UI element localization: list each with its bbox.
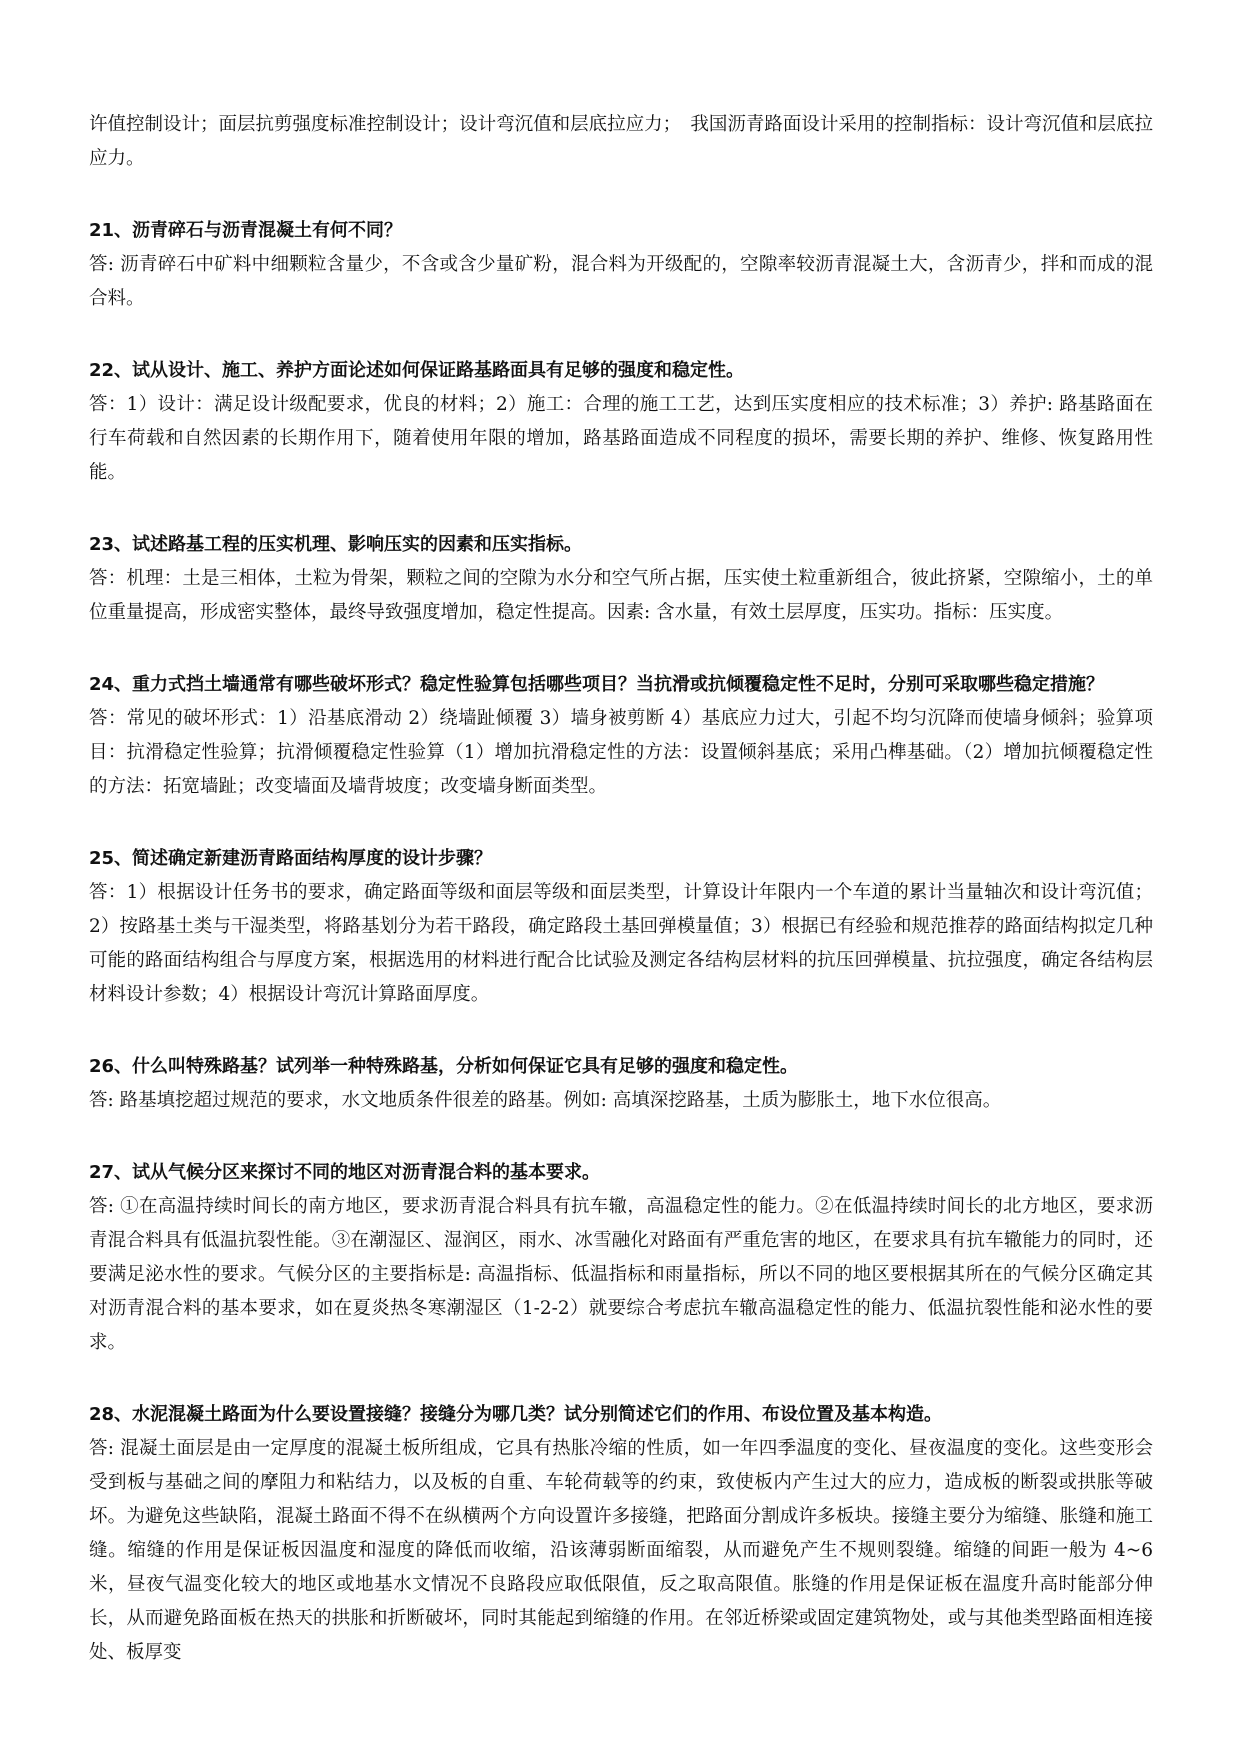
question-22: 22、试从设计、施工、养护方面论述如何保证路基路面具有足够的强度和稳定性。 <box>89 360 745 381</box>
question-27: 27、试从气候分区来探讨不同的地区对沥青混合料的基本要求。 <box>89 1162 601 1183</box>
document-page <box>89 108 1153 1670</box>
question-26: 26、什么叫特殊路基？试列举一种特殊路基，分析如何保证它具有足够的强度和稳定性。 <box>89 1056 799 1077</box>
answer-28: 答: 混凝土面层是由一定厚度的混凝土板所组成，它具有热胀冷缩的性质，如一年四季温度的变化、昼夜温度的变化。这些变形会受到板与基础之间的摩阻力和粘结力，以及板的自重、车轮荷载等的约束，致使板内产生过大的应力，造成板的断裂或拱胀等破坏。为避免这些缺陷，混凝土路面不得不在纵横两个方向设置许多接缝，把路面分割成许多板块。接缝主要分为缩缝、胀缝和施工缝。缩缝的作用是保证板因温度和湿度的降低而收缩，沿该薄弱断面缩裂，从而避免产生不规则裂缝。缩缝的间距一般为 4~6 米，昼夜气温变化较大的地区或地基水文情况不良路段应取低限值，反之取高限值。胀缝的作用是保证板在温度升高时能部分伸长，从而避免路面板在热天的拱胀和折断破坏，同时其能起到缩缝的作用。在邻近桥梁或固定建筑物处，或与其他类型路面相连接处、板厚变 <box>89 1438 1153 1663</box>
answer-27: 答: ①在高温持续时间长的南方地区，要求沥青混合料具有抗车辙，高温稳定性的能力。②在低温持续时间长的北方地区，要求沥青混合料具有低温抗裂性能。③在潮湿区、湿润区，雨水、冰雪融化对路面有严重危害的地区，在要求具有抗车辙能力的同时，还要满足泌水性的要求。气候分区的主要指标是: 高温指标、低温指标和雨量指标，所以不同的地区要根据其所在的气候分区确定其对沥青混合料的基本要求，如在夏炎热冬寒潮湿区（1-2-2）就要综合考虑抗车辙高温稳定性的能力、低温抗裂性能和泌水性的要求。 <box>89 1196 1153 1353</box>
question-23: 23、试述路基工程的压实机理、影响压实的因素和压实指标。 <box>89 534 583 555</box>
qa-block-25 <box>89 842 1153 1012</box>
qa-block-27 <box>89 1156 1153 1360</box>
intro-paragraph: 许值控制设计；面层抗剪强度标准控制设计；设计弯沉值和层底拉应力； 我国沥青路面设计采用的控制指标：设计弯沉值和层底拉应力。 <box>89 114 1153 169</box>
qa-block-28 <box>89 1398 1153 1670</box>
answer-22: 答：1）设计：满足设计级配要求，优良的材料；2）施工：合理的施工工艺，达到压实度相应的技术标准；3）养护: 路基路面在行车荷载和自然因素的长期作用下，随着使用年限的增加，路基路面造成不同程度的损坏，需要长期的养护、维修、恢复路用性能。 <box>89 394 1153 483</box>
qa-block-26 <box>89 1050 1153 1118</box>
qa-block-21 <box>89 214 1153 316</box>
answer-23: 答：机理：土是三相体，土粒为骨架，颗粒之间的空隙为水分和空气所占据，压实使土粒重新组合，彼此挤紧，空隙缩小，土的单位重量提高，形成密实整体，最终导致强度增加，稳定性提高。因素: 含水量，有效土层厚度，压实功。指标：压实度。 <box>89 568 1153 623</box>
answer-24: 答：常见的破坏形式：1）沿基底滑动 2）绕墙趾倾覆 3）墙身被剪断 4）基底应力过大，引起不均匀沉降而使墙身倾斜；验算项目：抗滑稳定性验算；抗滑倾覆稳定性验算（1）增加抗滑稳定性的方法：设置倾斜基底；采用凸榫基础。（2）增加抗倾覆稳定性的方法：拓宽墙趾；改变墙面及墙背坡度；改变墙身断面类型。 <box>89 708 1153 797</box>
qa-block-23 <box>89 528 1153 630</box>
qa-block-22 <box>89 354 1153 490</box>
question-25: 25、简述确定新建沥青路面结构厚度的设计步骤？ <box>89 848 493 869</box>
answer-25: 答：1）根据设计任务书的要求，确定路面等级和面层等级和面层类型，计算设计年限内一个车道的累计当量轴次和设计弯沉值；2）按路基土类与干湿类型，将路基划分为若干路段，确定路段土基回弹模量值；3）根据已有经验和规范推荐的路面结构拟定几种可能的路面结构组合与厚度方案，根据选用的材料进行配合比试验及测定各结构层材料的抗压回弹模量、抗拉强度，确定各结构层材料设计参数；4）根据设计弯沉计算路面厚度。 <box>89 882 1153 1005</box>
answer-21: 答: 沥青碎石中矿料中细颗粒含量少，不含或含少量矿粉，混合料为开级配的，空隙率较沥青混凝土大，含沥青少，拌和而成的混合料。 <box>89 254 1153 309</box>
question-21: 21、沥青碎石与沥青混凝土有何不同？ <box>89 220 403 241</box>
qa-block-24 <box>89 668 1153 804</box>
question-24: 24、重力式挡土墙通常有哪些破坏形式？稳定性验算包括哪些项目？当抗滑或抗倾覆稳定性不足时，分别可采取哪些稳定措施？ <box>89 674 1105 695</box>
question-28: 28、水泥混凝土路面为什么要设置接缝？接缝分为哪几类？试分别简述它们的作用、布设位置及基本构造。 <box>89 1404 943 1425</box>
answer-26: 答: 路基填挖超过规范的要求，水文地质条件很差的路基。例如: 高填深挖路基，土质为膨胀土，地下水位很高。 <box>89 1090 1002 1111</box>
